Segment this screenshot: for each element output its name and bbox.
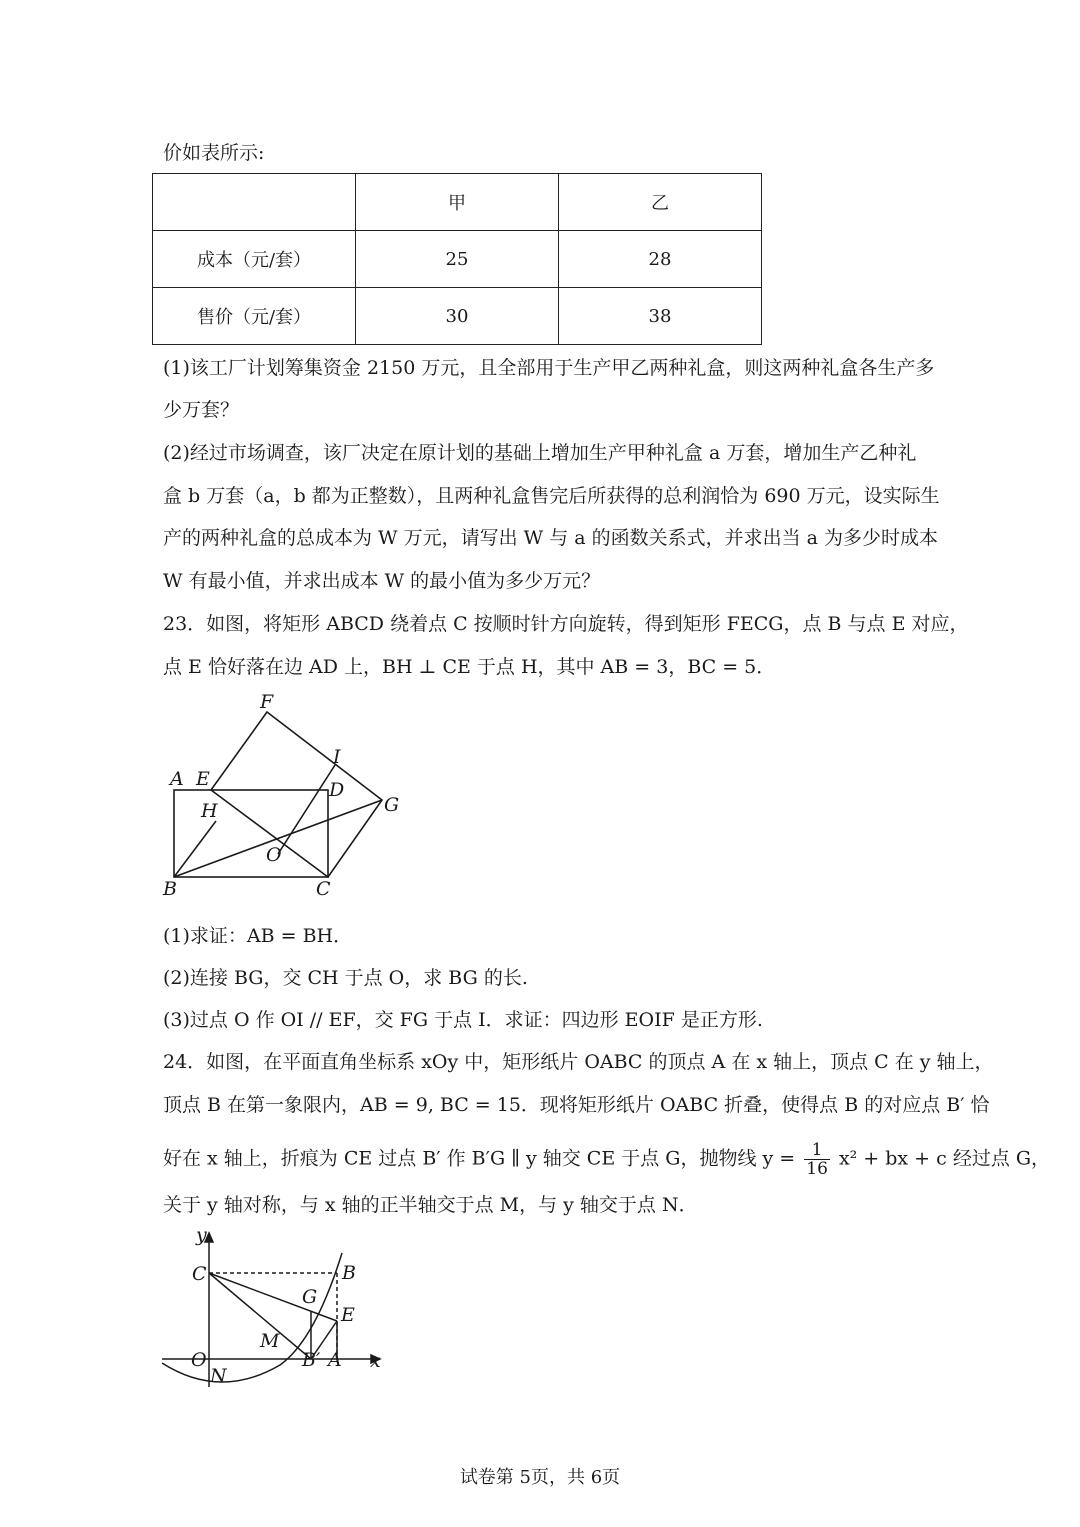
- table-cell: 30: [356, 288, 559, 345]
- label-a: A: [328, 1349, 342, 1371]
- label-a: A: [170, 768, 184, 790]
- q24-line3-end: x² + bx + c 经过点 G，: [838, 1147, 1051, 1170]
- q24-line3-start: 好在 x 轴上，折痕为 CE 过点 B′ 作 B′G ∥ y 轴交 CE 于点 G，抛物线 y =: [163, 1147, 796, 1170]
- q22-part1-line: 少万套？: [163, 399, 240, 421]
- intro-text: 价如表所示:: [163, 142, 265, 164]
- q22-part1-line: (1)该工厂计划筹集资金 2150 万元，且全部用于生产甲乙两种礼盒，则这两种礼盒各生产多: [163, 357, 935, 379]
- table-cell: 25: [356, 231, 559, 288]
- q24-stem-line: 关于 y 轴对称，与 x 轴的正半轴交于点 M，与 y 轴交于点 N．: [163, 1194, 698, 1216]
- q24-stem-line: [163, 1141, 1050, 1178]
- segment-oi: [278, 765, 335, 854]
- q24-stem-line: 24．如图，在平面直角坐标系 xOy 中，矩形纸片 OABC 的顶点 A 在 x 轴上，顶点 C 在 y 轴上，: [163, 1051, 994, 1073]
- label-g: G: [302, 1286, 318, 1308]
- table-header-row: [153, 174, 762, 231]
- fraction-denominator: 16: [806, 1159, 828, 1179]
- label-c: C: [192, 1263, 207, 1285]
- label-b: B: [163, 878, 177, 900]
- label-x: x: [370, 1350, 381, 1372]
- q24-stem-line: 顶点 B 在第一象限内，AB = 9, BC = 15．现将矩形纸片 OABC 折叠，使得点 B 的对应点 B′ 恰: [163, 1094, 990, 1116]
- page-footer: 试卷第 5页，共 6页: [459, 1467, 621, 1488]
- q23-sub1: (1)求证：AB = BH．: [163, 925, 353, 947]
- label-e: E: [196, 768, 210, 790]
- label-c: C: [316, 878, 331, 900]
- q24-coordinate-figure: [150, 1225, 400, 1395]
- rectangle-fecg: [211, 712, 382, 877]
- label-y: y: [196, 1225, 207, 1246]
- label-i: I: [333, 746, 341, 768]
- q23-sub3: (3)过点 O 作 OI // EF，交 FG 于点 I．求证：四边形 EOIF 是正方形.: [163, 1009, 763, 1031]
- label-m: M: [260, 1330, 280, 1352]
- table-cell: 乙: [559, 174, 762, 231]
- label-d: D: [329, 779, 345, 801]
- fraction-numerator: 1: [804, 1141, 830, 1160]
- q22-part2-line: 产的两种礼盒的总成本为 W 万元，请写出 W 与 a 的函数关系式，并求出当 a 为多少时成本: [163, 527, 939, 549]
- label-h: H: [201, 800, 218, 822]
- q23-rectangle-figure: [150, 690, 420, 905]
- table-cell: 28: [559, 231, 762, 288]
- rectangle-abcd: [174, 790, 328, 877]
- table-cell: 售价（元/套）: [153, 288, 356, 345]
- q22-part2-line: (2)经过市场调查，该厂决定在原计划的基础上增加生产甲种礼盒 a 万套，增加生产乙种礼: [163, 442, 917, 464]
- table-row: [153, 231, 762, 288]
- cost-price-table: [152, 173, 762, 345]
- table-cell: 成本（元/套）: [153, 231, 356, 288]
- q23-stem-line: 23．如图，将矩形 ABCD 绕着点 C 按顺时针方向旋转，得到矩形 FECG，点 B 与点 E 对应，: [163, 613, 969, 635]
- q23-stem-line: 点 E 恰好落在边 AD 上，BH ⊥ CE 于点 H，其中 AB = 3，BC = 5．: [163, 656, 776, 678]
- table-row: [153, 288, 762, 345]
- q22-part2-line: W 有最小值，并求出成本 W 的最小值为多少万元？: [163, 570, 601, 592]
- label-b: B: [342, 1262, 356, 1284]
- label-n: N: [210, 1365, 227, 1387]
- q22-part2-line: 盒 b 万套（a，b 都为正整数），且两种礼盒售完后所获得的总利润恰为 690 万元，设实际生: [163, 485, 940, 507]
- table-cell: [153, 174, 356, 231]
- label-e: E: [341, 1304, 355, 1326]
- q23-sub2: (2)连接 BG，交 CH 于点 O，求 BG 的长.: [163, 967, 528, 989]
- label-o: O: [266, 844, 282, 866]
- label-g: G: [384, 794, 400, 816]
- label-o: O: [191, 1349, 207, 1371]
- label-f: F: [260, 691, 274, 713]
- table-cell: 甲: [356, 174, 559, 231]
- table-cell: 38: [559, 288, 762, 345]
- fraction: [804, 1141, 830, 1178]
- label-b-prime: B′: [302, 1349, 321, 1371]
